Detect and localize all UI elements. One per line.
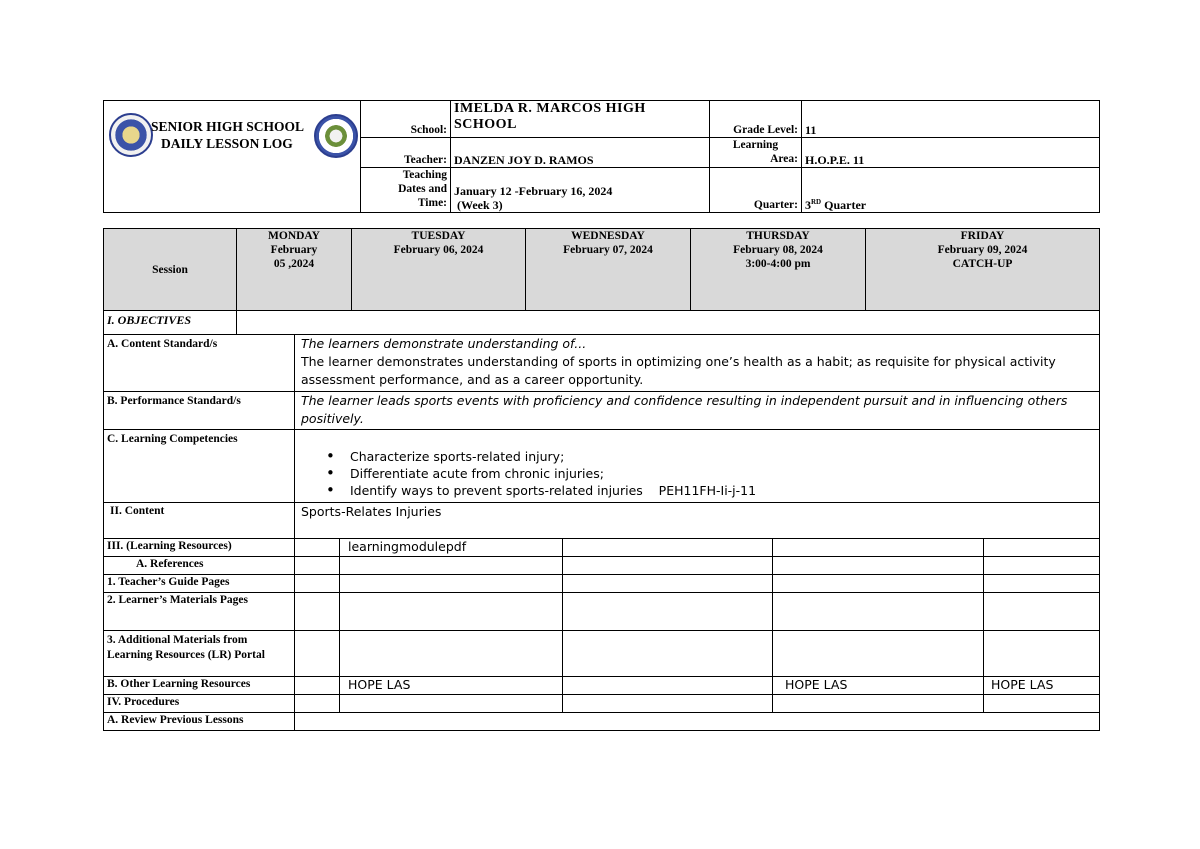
- session-table: [103, 228, 1100, 335]
- content-standard-intro: The learners demonstrate understanding of...: [301, 336, 587, 351]
- header-title-line2: DAILY LESSON LOG: [161, 136, 293, 151]
- teacher-value: DANZEN JOY D. RAMOS: [451, 138, 710, 168]
- competencies-label: C. Learning Competencies: [104, 430, 295, 503]
- quarter-sup: RD: [811, 198, 822, 206]
- content-standard-text: The learner demonstrates understanding of sports in optimizing one’s health as a habit; as requisite for physical activity assessment performance, and as a career opportunity.: [301, 354, 1056, 387]
- dates-value-line1: January 12 -February 16, 2024: [454, 184, 613, 198]
- learner-materials-label: 2. Learner’s Materials Pages: [104, 593, 295, 631]
- day-thursday-line1: THURSDAY: [746, 230, 810, 242]
- day-thursday-line2: February 08, 2024: [733, 244, 823, 256]
- day-monday-line1: MONDAY: [268, 230, 320, 242]
- objectives-blank: [237, 311, 1100, 335]
- day-tuesday: [352, 229, 526, 311]
- content-value: Sports-Relates Injuries: [295, 503, 1100, 539]
- content-standard-label: A. Content Standard/s: [104, 335, 295, 392]
- procedures-label: IV. Procedures: [104, 695, 295, 713]
- day-tuesday-line1: TUESDAY: [411, 230, 466, 242]
- day-wednesday-line1: WEDNESDAY: [571, 230, 645, 242]
- day-monday: [237, 229, 352, 311]
- resources-blank: [295, 539, 340, 557]
- header-title-line1: SENIOR HIGH SCHOOL: [151, 119, 305, 134]
- other-resources-thursday: HOPE LAS: [773, 677, 984, 695]
- header-logo-cell: [104, 101, 361, 213]
- quarter-label: Quarter:: [710, 168, 802, 213]
- deped-seal-icon: [109, 113, 153, 157]
- teacher-label: Teacher:: [361, 138, 451, 168]
- competencies-list: [298, 448, 1096, 499]
- dates-value: [451, 168, 710, 213]
- grade-value: 11: [802, 101, 1100, 138]
- competency-item: • Differentiate acute from chronic injuries;: [350, 465, 1096, 482]
- area-label: [710, 138, 802, 168]
- other-resources-label: B. Other Learning Resources: [104, 677, 295, 695]
- session-label: Session: [104, 229, 237, 311]
- day-thursday: [691, 229, 866, 311]
- quarter-rest: Quarter: [821, 198, 867, 212]
- area-label-line2: Area:: [770, 153, 798, 165]
- competencies-cell: [295, 430, 1100, 503]
- content-label: II. Content: [104, 503, 295, 539]
- dates-label-line1: Teaching: [402, 169, 447, 181]
- references-label: A. References: [104, 557, 295, 575]
- resources-monday: learningmodulepdf: [340, 539, 563, 557]
- quarter-num: 3: [805, 198, 811, 212]
- day-thursday-line3: 3:00-4:00 pm: [745, 258, 811, 270]
- additional-materials-label: 3. Additional Materials from Learning Resources (LR) Portal: [104, 631, 295, 677]
- content-standard-cell: [295, 335, 1100, 392]
- day-friday-line1: FRIDAY: [960, 230, 1005, 242]
- day-friday-line2: February 09, 2024: [937, 244, 1028, 256]
- other-resources-friday: HOPE LAS: [984, 677, 1100, 695]
- dates-label-line3: Time:: [417, 197, 447, 209]
- review-label: A. Review Previous Lessons: [104, 713, 295, 731]
- dates-value-line2: (Week 3): [457, 198, 503, 212]
- objectives-label: I. OBJECTIVES: [104, 311, 237, 335]
- school-seal-icon: [314, 114, 358, 158]
- area-label-line1: Learning: [732, 139, 779, 151]
- school-label: School:: [361, 101, 451, 138]
- resources-tuesday: [563, 539, 773, 557]
- day-wednesday: [526, 229, 691, 311]
- other-resources-monday: HOPE LAS: [340, 677, 563, 695]
- competency-item: • Characterize sports-related injury;: [350, 448, 1096, 465]
- lesson-table: [103, 334, 1100, 731]
- resources-label: III. (Learning Resources): [104, 539, 295, 557]
- dates-label-line2: Dates and: [398, 183, 447, 195]
- day-friday-line3: CATCH-UP: [952, 258, 1013, 270]
- header-table: [103, 100, 1100, 213]
- day-wednesday-line2: February 07, 2024: [563, 244, 653, 256]
- performance-standard-label: B. Performance Standard/s: [104, 392, 295, 430]
- quarter-value: [802, 168, 1100, 213]
- teacher-guide-label: 1. Teacher’s Guide Pages: [104, 575, 295, 593]
- day-monday-line2: February: [270, 244, 318, 256]
- day-friday: [866, 229, 1100, 311]
- resources-thursday: [773, 539, 984, 557]
- area-value: H.O.P.E. 11: [802, 138, 1100, 168]
- competency-item: • Identify ways to prevent sports-related injuries PEH11FH-Ii-j-11: [350, 482, 1096, 499]
- performance-standard-text: The learner leads sports events with proficiency and confidence resulting in independent pursuit and in influencing others positively.: [295, 392, 1100, 430]
- resources-friday: [984, 539, 1100, 557]
- day-tuesday-line2: February 06, 2024: [393, 244, 484, 256]
- grade-label: Grade Level:: [710, 101, 802, 138]
- review-blank: [295, 713, 1100, 731]
- dates-label: [361, 168, 451, 213]
- day-monday-line3: 05 ,2024: [273, 258, 315, 270]
- school-value: IMELDA R. MARCOS HIGH SCHOOL: [451, 101, 710, 138]
